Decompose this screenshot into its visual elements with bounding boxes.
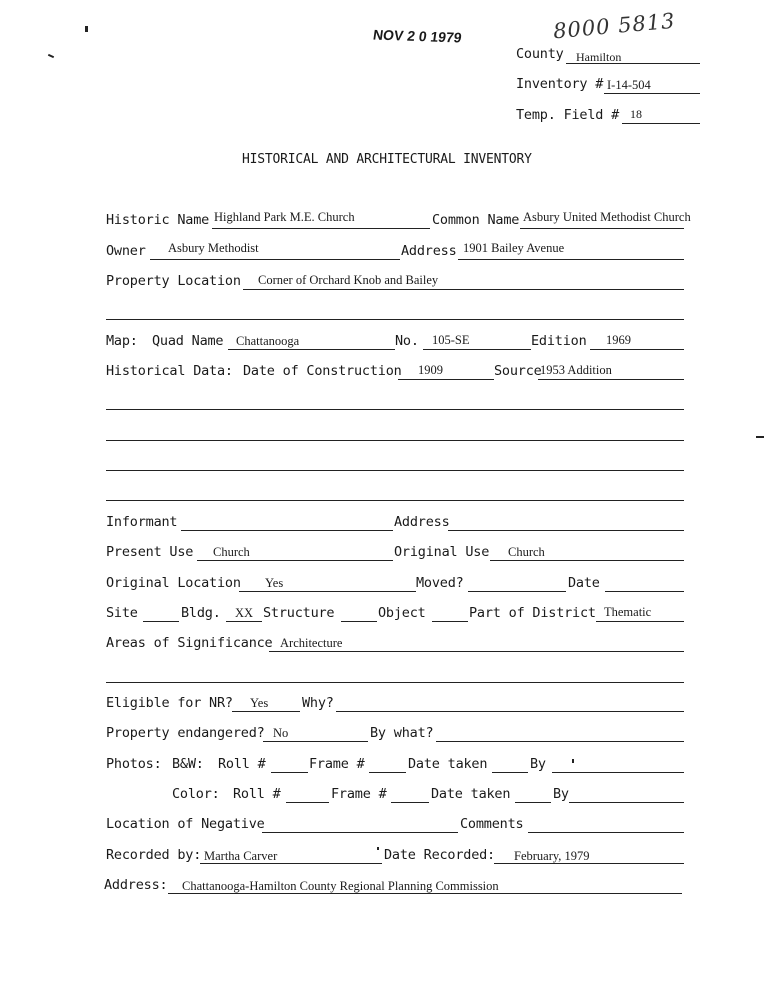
scan-mark-left	[48, 54, 54, 58]
owner-line	[150, 259, 400, 260]
edition-line	[590, 349, 684, 350]
bw-frame-label: Frame #	[309, 756, 365, 772]
comments-line	[528, 832, 684, 833]
part-of-district-line	[596, 621, 684, 622]
address-value: 1901 Bailey Avenue	[463, 241, 565, 255]
date-recorded-label: Date Recorded:	[384, 847, 495, 863]
eligible-line	[232, 711, 300, 712]
informant-address-line	[448, 530, 684, 531]
handwritten-reference-number: 8000 5813	[552, 8, 677, 44]
historic-name-value: Highland Park M.E. Church	[214, 210, 355, 224]
part-of-district-value: Thematic	[604, 605, 652, 619]
color-frame-line	[391, 802, 429, 803]
by-what-label: By what?	[370, 725, 434, 741]
object-line	[432, 621, 468, 622]
common-name-value: Asbury United Methodist Church	[523, 210, 691, 224]
property-location-value: Corner of Orchard Knob and Bailey	[258, 273, 439, 287]
common-name-line	[520, 228, 684, 229]
structure-label: Structure	[263, 605, 335, 621]
historical-line-2	[106, 440, 684, 441]
quad-name-line	[228, 349, 395, 350]
form-title: HISTORICAL AND ARCHITECTURAL INVENTORY	[242, 152, 532, 167]
edition-label: Edition	[531, 333, 587, 349]
informant-address-label: Address	[394, 514, 450, 530]
eligible-value: Yes	[250, 696, 269, 710]
property-location-line	[243, 289, 684, 290]
comments-label: Comments	[460, 816, 524, 832]
owner-value: Asbury Methodist	[168, 241, 259, 255]
scan-mark-top	[85, 26, 88, 32]
historical-line-3	[106, 470, 684, 471]
color-frame-label: Frame #	[331, 786, 387, 802]
owner-label: Owner	[106, 243, 146, 259]
date-recorded-line	[494, 863, 684, 864]
areas-of-significance-line	[269, 651, 684, 652]
original-location-value: Yes	[265, 576, 284, 590]
source-line	[538, 379, 684, 380]
historical-line-1	[106, 409, 684, 410]
object-label: Object	[378, 605, 426, 621]
color-by-label: By	[553, 786, 569, 802]
property-location-label: Property Location	[106, 273, 241, 289]
date-construction-line	[398, 379, 494, 380]
bldg-line	[226, 621, 262, 622]
historic-name-line	[212, 228, 430, 229]
map-no-line	[423, 349, 531, 350]
endangered-line	[263, 741, 368, 742]
color-roll-line	[286, 802, 329, 803]
original-use-value: Church	[508, 545, 545, 559]
bw-roll-label: Roll #	[218, 756, 266, 772]
by-what-line	[436, 741, 684, 742]
structure-line	[341, 621, 377, 622]
negative-location-label: Location of Negative	[106, 816, 265, 832]
edition-value: 1969	[606, 333, 631, 347]
quad-name-value: Chattanooga	[236, 334, 300, 348]
bw-roll-line	[271, 772, 308, 773]
historical-line-4	[106, 500, 684, 501]
original-use-line	[490, 560, 684, 561]
endangered-value: No	[273, 726, 289, 740]
why-label: Why?	[302, 695, 334, 711]
original-location-label: Original Location	[106, 575, 241, 591]
present-use-label: Present Use	[106, 544, 194, 560]
bw-date-taken-label: Date taken	[408, 756, 488, 772]
temp-field-value: 18	[630, 107, 642, 121]
bldg-value: XX	[235, 606, 254, 620]
map-label: Map:	[106, 333, 138, 349]
color-roll-label: Roll #	[233, 786, 281, 802]
county-label: County	[516, 46, 564, 62]
color-date-taken-label: Date taken	[431, 786, 511, 802]
color-date-taken-line	[515, 802, 551, 803]
received-date-stamp: NOV 2 0 1979	[372, 26, 463, 46]
temp-field-line	[622, 123, 700, 124]
moved-date-line	[605, 591, 684, 592]
site-label: Site	[106, 605, 138, 621]
bldg-label: Bldg.	[181, 605, 221, 621]
source-value: 1953 Addition	[540, 363, 612, 377]
historical-data-label: Historical Data:	[106, 363, 233, 379]
why-line	[336, 711, 684, 712]
quad-name-label: Quad Name	[152, 333, 224, 349]
recorded-by-value: Martha Carver	[204, 849, 278, 863]
date-construction-value: 1909	[418, 363, 443, 377]
recorded-by-line	[200, 863, 382, 864]
areas-of-significance-value: Architecture	[280, 636, 343, 650]
date-construction-label: Date of Construction	[243, 363, 402, 379]
color-by-line	[569, 802, 684, 803]
recorder-address-line	[168, 893, 682, 894]
part-of-district-label: Part of District	[469, 605, 596, 621]
negative-location-line	[262, 832, 458, 833]
address-line	[458, 259, 684, 260]
address-label: Address	[401, 243, 457, 259]
color-label: Color:	[172, 786, 220, 802]
eligible-label: Eligible for NR?	[106, 695, 233, 711]
areas-of-significance-line-2	[106, 682, 684, 683]
informant-label: Informant	[106, 514, 178, 530]
property-location-line-2	[106, 319, 684, 320]
recorder-address-label: Address:	[104, 877, 168, 893]
moved-label: Moved?	[416, 575, 464, 591]
source-label: Source	[494, 363, 542, 379]
inventory-label: Inventory #	[516, 76, 604, 92]
present-use-value: Church	[213, 545, 250, 559]
moved-line	[468, 591, 566, 592]
map-no-value: 105-SE	[432, 333, 470, 347]
scan-mark-right	[756, 436, 764, 438]
map-no-label: No.	[395, 333, 419, 349]
inventory-value: I-14-504	[607, 78, 651, 92]
recorded-tick-mark	[377, 847, 379, 850]
original-location-line	[239, 591, 416, 592]
moved-date-label: Date	[568, 575, 600, 591]
inventory-line	[604, 93, 700, 94]
endangered-label: Property endangered?	[106, 725, 265, 741]
common-name-label: Common Name	[432, 212, 520, 228]
bw-by-tick-mark	[572, 759, 574, 763]
bw-by-label: By	[530, 756, 546, 772]
recorder-address-value: Chattanooga-Hamilton County Regional Planning Commission	[182, 879, 499, 893]
present-use-line	[197, 560, 393, 561]
county-value: Hamilton	[576, 50, 622, 64]
bw-by-line	[552, 772, 684, 773]
areas-of-significance-label: Areas of Significance	[106, 635, 273, 651]
original-use-label: Original Use	[394, 544, 490, 560]
historic-name-label: Historic Name	[106, 212, 210, 228]
photos-label: Photos:	[106, 756, 162, 772]
date-recorded-value: February, 1979	[514, 849, 590, 863]
informant-line	[181, 530, 393, 531]
bw-frame-line	[369, 772, 406, 773]
bw-label: B&W:	[172, 756, 204, 772]
bw-date-taken-line	[492, 772, 528, 773]
site-line	[143, 621, 179, 622]
temp-field-label: Temp. Field #	[516, 107, 620, 123]
recorded-by-label: Recorded by:	[106, 847, 202, 863]
